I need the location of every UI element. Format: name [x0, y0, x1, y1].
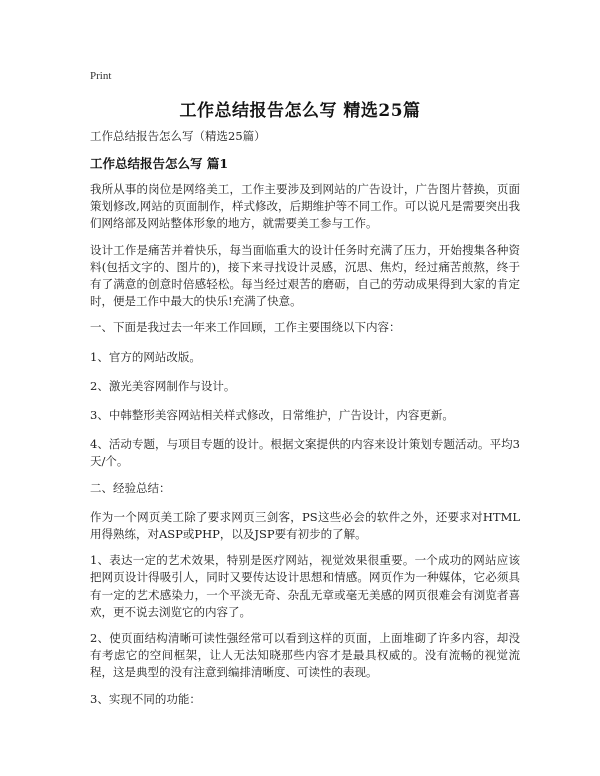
list-item: 3、实现不同的功能： — [90, 691, 201, 706]
paragraph-review-heading: 一、下面是我过去一年来工作回顾，工作主要围绕以下内容： — [90, 320, 401, 335]
list-item: 1、官方的网站改版。 — [90, 349, 201, 364]
paragraph-experience-heading: 二、经验总结： — [90, 480, 171, 495]
section-heading: 工作总结报告怎么写 篇1 — [90, 156, 229, 171]
paragraph-skills: 作为一个网页美工除了要求网页三剑客，PS这些必会的软件之外，还要求对HTML用得熟练，对ASP或PHP，以及JSP要有初步的了解。 — [90, 509, 520, 542]
print-label: Print — [90, 70, 112, 82]
list-item: 2、使页面结构清晰可读性强经常可以看到这样的页面，上面堆砌了许多内容，却没有考虑它的空间框架，让人无法知晓那些内容才是最具权威的。没有流畅的视觉流程，这是典型的没有注意到编排清晰度、可读性的表现。 — [90, 631, 520, 680]
document-body — [90, 128, 520, 720]
list-item: 3、中韩整形美容网站相关样式修改，日常维护，广告设计，内容更新。 — [90, 408, 454, 423]
list-item: 1、表达一定的艺术效果，特别是医疗网站，视觉效果很重要。一个成功的网站应该把网页设计得吸引人，同时又要传达设计思想和情感。网页作为一种媒体，它必须具有一定的艺术感染力，一个平淡无奇、杂乱无章或毫无美感的网页很难会有浏览者喜欢，更不说去浏览它的内容了。 — [90, 553, 520, 619]
document-subtitle: 工作总结报告怎么写（精选25篇） — [90, 129, 266, 143]
list-item: 2、激光美容网制作与设计。 — [90, 378, 236, 393]
document-title: 工作总结报告怎么写 精选25篇 — [179, 101, 421, 121]
list-item: 4、活动专题，与项目专题的设计。根据文案提供的内容来设计策划专题活动。平均3天/个。 — [90, 437, 520, 469]
paragraph-intro: 我所从事的岗位是网络美工，工作主要涉及到网站的广告设计，广告图片替换，页面策划修改,网站的页面制作，样式修改，后期维护等不同工作。可以说凡是需要突出我们网络部及网站整体形象的地方，就需要美工参与工作。 — [90, 182, 520, 231]
paragraph-design-work: 设计工作是痛苦并着快乐，每当面临重大的设计任务时充满了压力，开始搜集各种资料(包括文字的、图片的)，接下来寻找设计灵感，沉思、焦灼，经过痛苦煎熬，终于有了满意的创意时倍感轻松。每当经过艰苦的磨砺，自己的劳动成果得到大家的肯定时，便是工作中最大的快乐!充满了快意。 — [90, 242, 520, 309]
